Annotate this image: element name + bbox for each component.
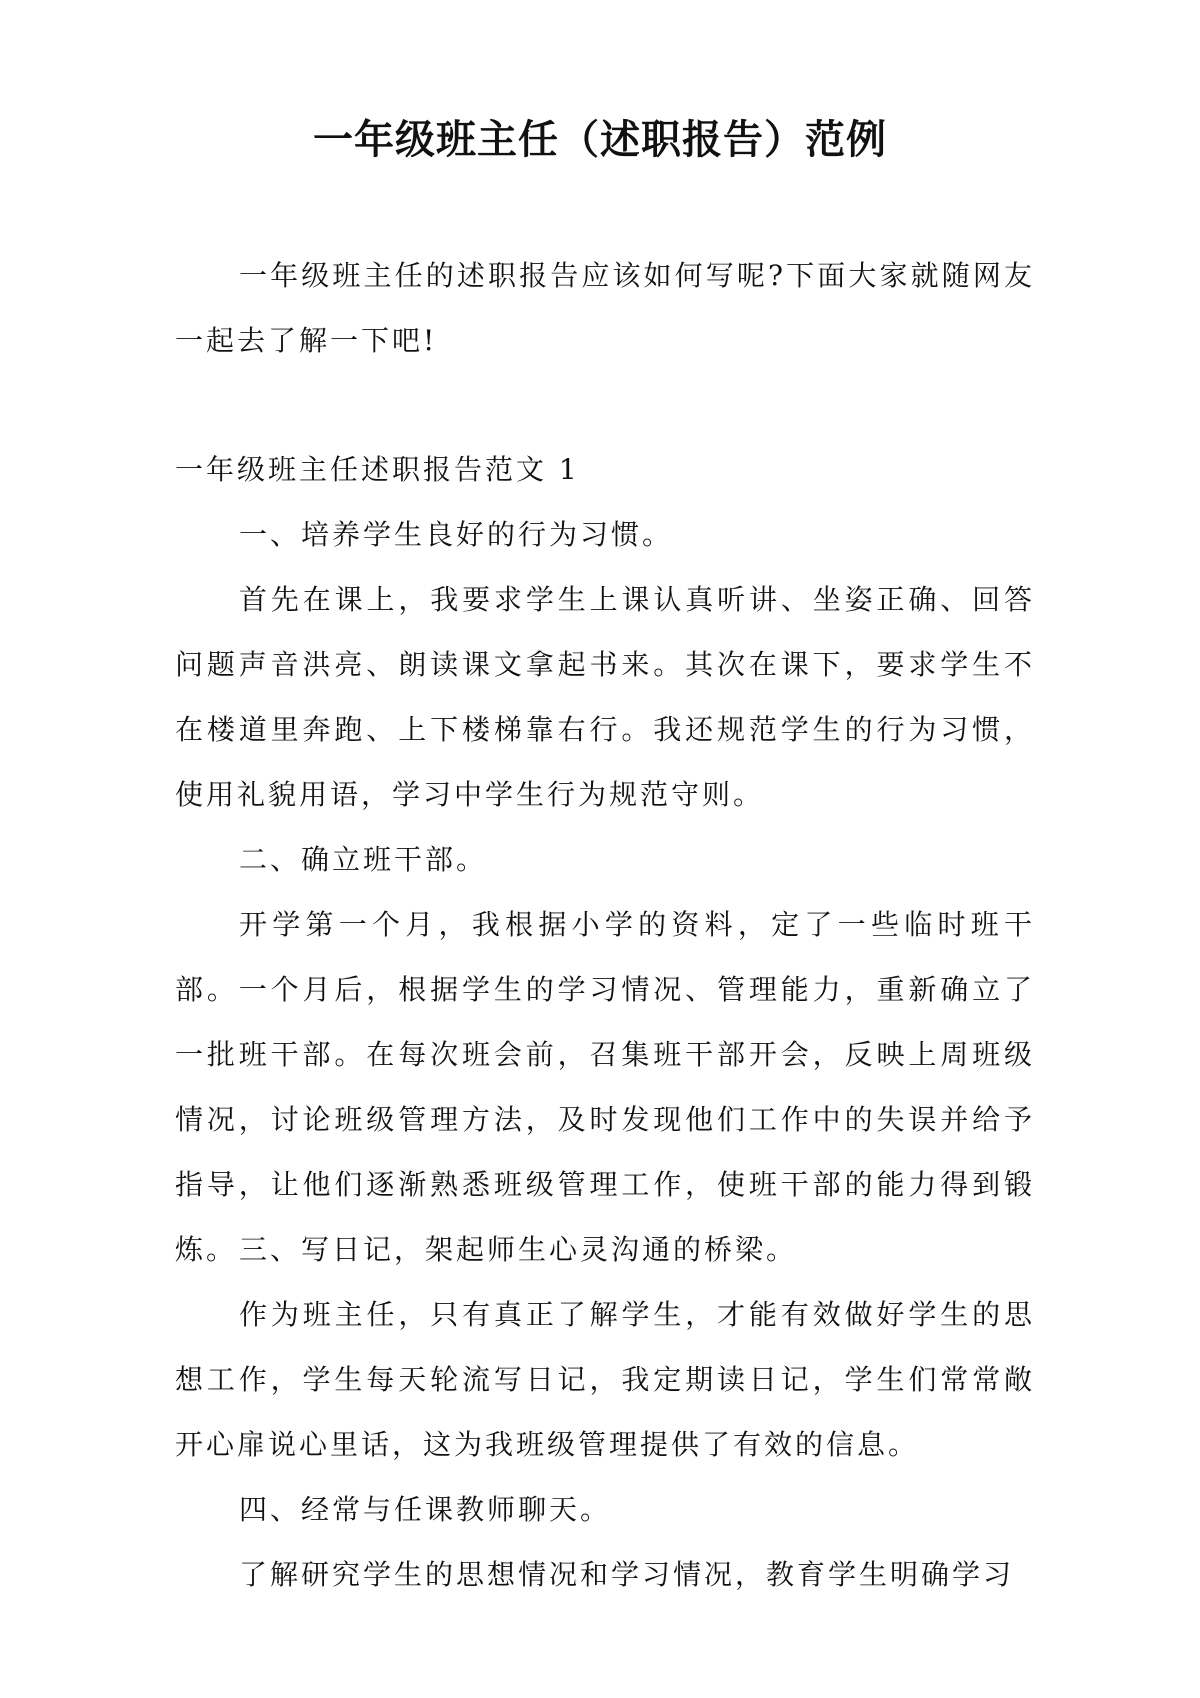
subheading-4: 四、经常与任课教师聊天。: [239, 1493, 612, 1526]
subheading-1: 一、培养学生良好的行为习惯。: [239, 518, 674, 551]
section-heading: 一年级班主任述职报告范文 1: [175, 453, 580, 486]
subheading-3: 三、写日记，架起师生心灵沟通的桥梁。: [239, 1233, 798, 1266]
paragraph-1: 首先在课上，我要求学生上课认真听讲、坐姿正确、回答问题声音洪亮、朗读课文拿起书来。其次在课下，要求学生不在楼道里奔跑、上下楼梯靠右行。我还规范学生的行为习惯，使用礼貌用语，学习中学生行为规范守则。: [175, 583, 1035, 811]
paragraph-4: 了解研究学生的思想情况和学习情况，教育学生明确学习: [239, 1558, 1015, 1591]
intro-paragraph: 一年级班主任的述职报告应该如何写呢?下面大家就随网友一起去了解一下吧!: [175, 259, 1035, 357]
document-title: 一年级班主任（述职报告）范例: [313, 116, 887, 163]
paragraph-2: 开学第一个月，我根据小学的资料，定了一些临时班干部。一个月后，根据学生的学习情况、管理能力，重新确立了一批班干部。在每次班会前，召集班干部开会，反映上周班级情况，讨论班级管理方法，及时发现他们工作中的失误并给予指导，让他们逐渐熟悉班级管理工作，使班干部的能力得到锻炼。: [175, 908, 1035, 1266]
paragraph-3: 作为班主任，只有真正了解学生，才能有效做好学生的思想工作，学生每天轮流写日记，我定期读日记，学生们常常敞开心扉说心里话，这为我班级管理提供了有效的信息。: [175, 1298, 1035, 1461]
subheading-2: 二、确立班干部。: [239, 843, 488, 876]
